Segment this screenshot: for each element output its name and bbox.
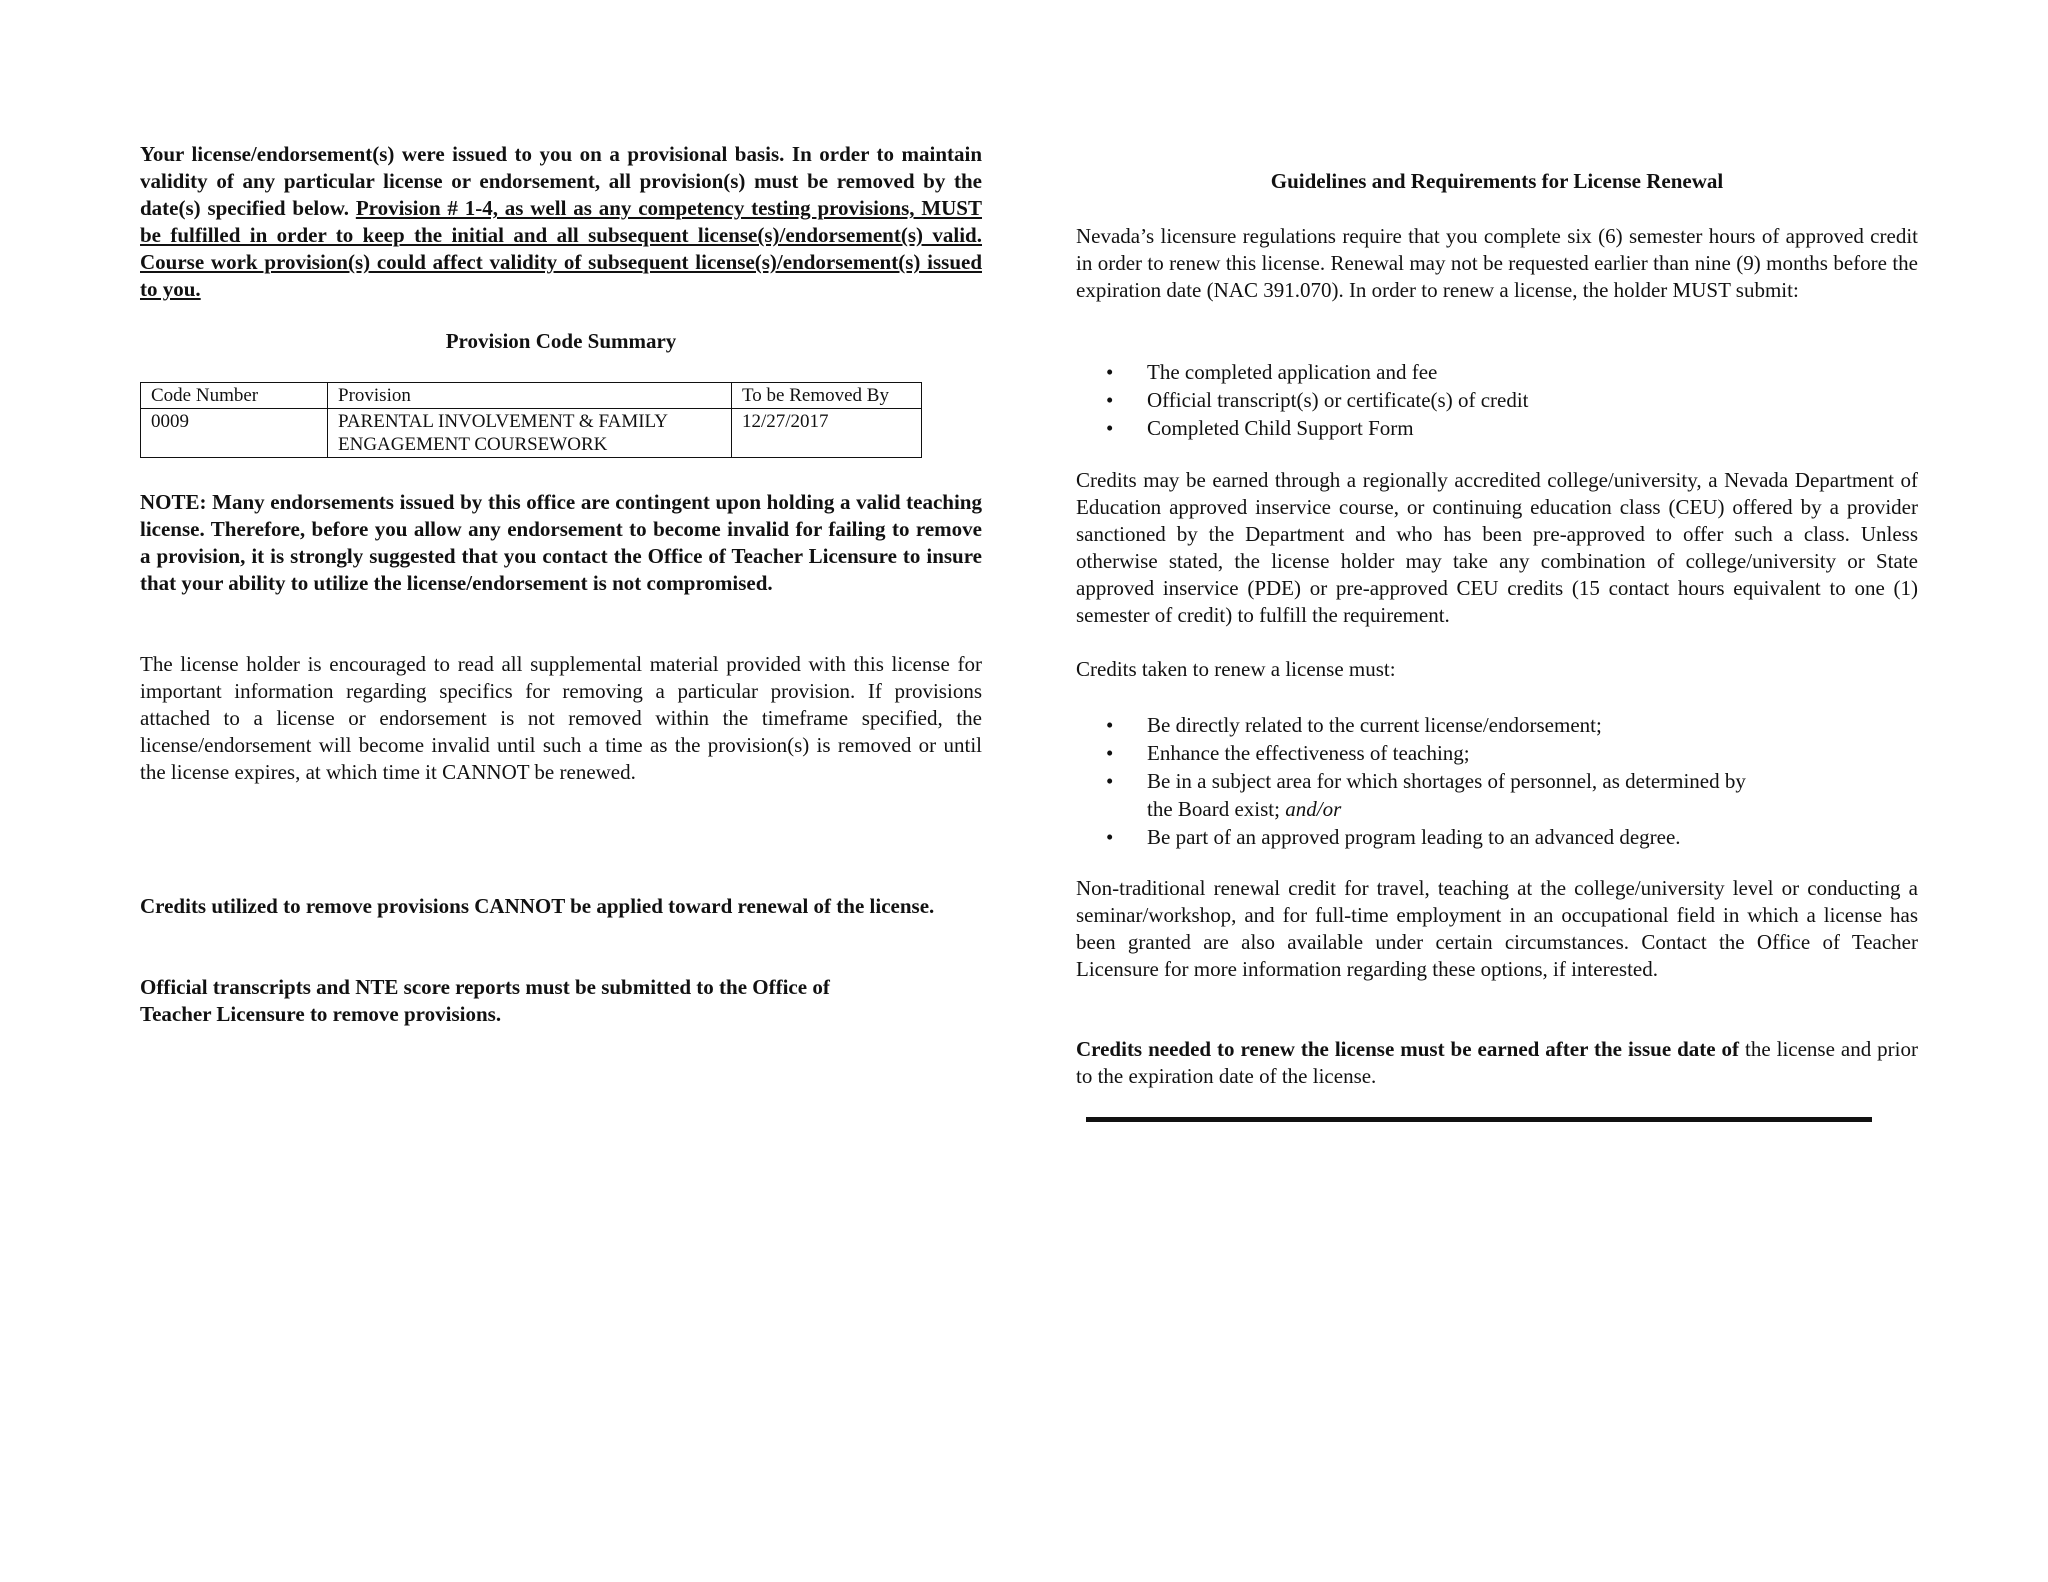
horizontal-rule bbox=[1086, 1117, 1872, 1122]
table-header-code: Code Number bbox=[141, 383, 328, 409]
provisional-notice-text: Your license/endorsement(s) were issued to you on a provisional basis. In order to maintain validity of any particular license or endorsement, all provision(s) must be removed by the date(s) specified below. bbox=[140, 142, 982, 220]
list-item bbox=[1076, 386, 1918, 414]
list-item bbox=[1076, 358, 1918, 386]
transcripts-line-2: Teacher Licensure to remove provisions. bbox=[140, 1002, 502, 1026]
list-item bbox=[1076, 711, 1918, 739]
bullet-icon: • bbox=[1106, 769, 1114, 793]
holder-paragraph: The license holder is encouraged to read all supplemental material provided with this license for important information regarding specifics for removing a particular provision. If provisions attached to a license or endorsement is not removed within the timeframe specified, the license/endorsement will become invalid until such a time as the provision(s) is removed or until the license expires, at which time it CANNOT be renewed. bbox=[140, 652, 982, 784]
list-item-text: Enhance the effectiveness of teaching; bbox=[1147, 741, 1470, 765]
credits-earned-paragraph: Credits may be earned through a regionally accredited college/university, a Nevada Department of Education approved inservice course, or continuing education class (CEU) offered by a provider sanctioned by the Department and who has been pre-approved to offer such a class. Unless otherwise stated, the license holder may take any combination of college/university or State approved inservice (PDE) or pre-approved CEU credits (15 contact hours equivalent to one (1) semester of credit) to fulfill the requirement. bbox=[1076, 468, 1918, 627]
bullet-icon: • bbox=[1106, 741, 1114, 765]
final-bold-text: Credits needed to renew the license must be earned after the issue date of bbox=[1076, 1037, 1740, 1061]
regulations-paragraph: Nevada’s licensure regulations require that you complete six (6) semester hours of approved credit in order to renew this license. Renewal may not be requested earlier than nine (9) months before the expiration date (NAC 391.070). In order to renew a license, the holder MUST submit: bbox=[1076, 224, 1918, 302]
table-header-remove-by: To be Removed By bbox=[732, 383, 922, 409]
list-item-text: Be in a subject area for which shortages of personnel, as determined by bbox=[1147, 769, 1746, 793]
list-item-text: Be directly related to the current license/endorsement; bbox=[1147, 713, 1602, 737]
bullet-icon: • bbox=[1106, 360, 1114, 384]
list-item bbox=[1076, 739, 1918, 767]
submit-list bbox=[1076, 358, 1918, 442]
provisional-notice-underlined: Provision # 1-4, as well as any competency testing provisions, MUST be fulfilled in order to keep the initial and all subsequent license(s)/endorsement(s) valid. Course work provision(s) could affect validity of subsequent license(s)/endorsement(s) issued to you. bbox=[140, 196, 982, 301]
list-item bbox=[1076, 767, 1918, 823]
provision-line-1: PARENTAL INVOLVEMENT & FAMILY bbox=[338, 411, 668, 432]
table-header-row bbox=[141, 383, 922, 409]
provision-code-table bbox=[140, 382, 922, 458]
table-cell-remove-by: 12/27/2017 bbox=[732, 409, 922, 458]
provisional-notice bbox=[140, 141, 982, 303]
list-item bbox=[1076, 823, 1918, 851]
table-header-provision: Provision bbox=[328, 383, 732, 409]
list-item-text: Official transcript(s) or certificate(s) of credit bbox=[1147, 388, 1529, 412]
provision-line-2: ENGAGEMENT COURSEWORK bbox=[338, 434, 608, 455]
bullet-icon: • bbox=[1106, 825, 1114, 849]
list-item-emphasis: and/or bbox=[1285, 797, 1342, 821]
must-list bbox=[1076, 711, 1918, 851]
bullet-icon: • bbox=[1106, 713, 1114, 737]
final-paragraph bbox=[1076, 1036, 1918, 1090]
list-item bbox=[1076, 414, 1918, 442]
bullet-icon: • bbox=[1106, 388, 1114, 412]
table-cell-code: 0009 bbox=[141, 409, 328, 458]
list-item-text: Completed Child Support Form bbox=[1147, 416, 1414, 440]
renewal-heading: Guidelines and Requirements for License Renewal bbox=[1270, 169, 1724, 193]
table-row bbox=[141, 409, 922, 458]
list-item-text: The completed application and fee bbox=[1147, 360, 1438, 384]
transcripts-paragraph bbox=[140, 974, 982, 1028]
transcripts-line-1: Official transcripts and NTE score reports must be submitted to the Office of bbox=[140, 975, 830, 999]
note-paragraph: NOTE: Many endorsements issued by this office are contingent upon holding a valid teaching license. Therefore, before you allow any endorsement to become invalid for failing to remove a provision, it is strongly suggested that you contact the Office of Teacher Licensure to insure that your ability to utilize the license/endorsement is not compromised. bbox=[140, 490, 982, 595]
final-rest-text: the license and prior to the expiration date of the license. bbox=[1076, 1037, 1918, 1088]
list-item-text: Be part of an approved program leading to an advanced degree. bbox=[1147, 825, 1681, 849]
bullet-icon: • bbox=[1106, 416, 1114, 440]
provision-summary-heading: Provision Code Summary bbox=[445, 329, 677, 353]
list-item-text-cont: the Board exist; bbox=[1147, 797, 1286, 821]
table-cell-provision bbox=[328, 409, 732, 458]
nontraditional-paragraph: Non-traditional renewal credit for travel, teaching at the college/university level or conducting a seminar/workshop, and for full-time employment in an occupational field in which a license has been granted are also available under certain circumstances. Contact the Office of Teacher Licensure for more information regarding these options, if interested. bbox=[1076, 876, 1918, 981]
credits-provisions-paragraph: Credits utilized to remove provisions CANNOT be applied toward renewal of the license. bbox=[140, 894, 935, 918]
credits-must-paragraph: Credits taken to renew a license must: bbox=[1076, 657, 1396, 681]
